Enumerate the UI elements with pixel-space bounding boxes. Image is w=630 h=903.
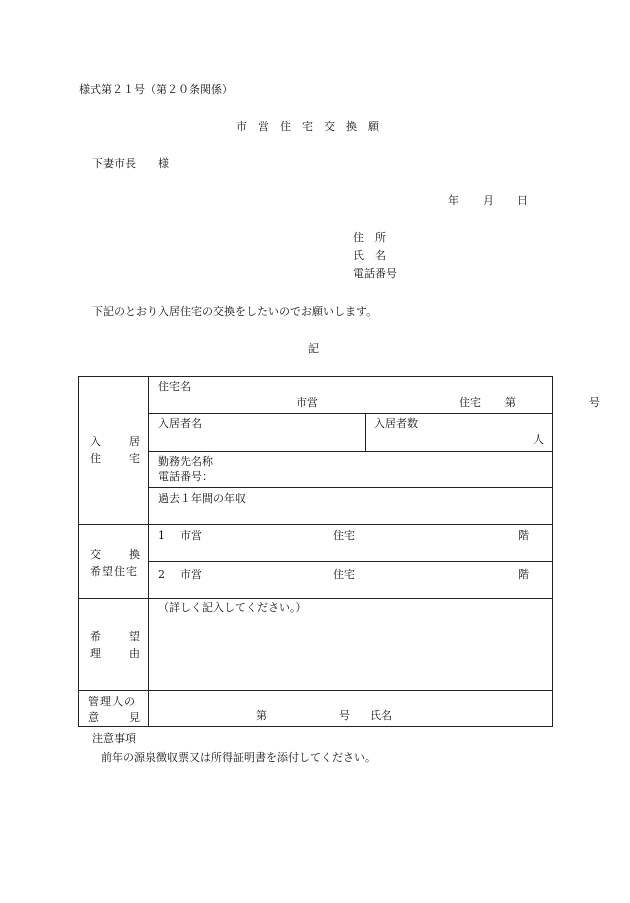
exchange-label-cell	[79, 525, 149, 599]
occupant-count-cell	[366, 414, 553, 452]
choice-1-jutaku: 住宅	[333, 529, 355, 542]
choice-1-cell	[149, 525, 553, 562]
housing-dai: 第	[505, 396, 516, 409]
housing-name-label: 住宅名	[158, 380, 191, 393]
choice-1-floor: 階	[518, 529, 529, 542]
choice-1-shiei: 市営	[180, 529, 202, 542]
housing-jutaku: 住宅	[459, 396, 481, 409]
residence-label-1: 入	[90, 435, 101, 448]
choice-2-shiei: 市営	[180, 568, 202, 581]
manager-label-cell	[79, 691, 149, 727]
date-year: 年	[448, 194, 459, 207]
reason-label-1a: 希	[90, 630, 101, 643]
addressee: 下妻市長 様	[92, 157, 169, 170]
housing-name-cell	[149, 377, 600, 414]
occupants-label: 入居者名	[158, 417, 202, 430]
choice-2-cell	[149, 562, 553, 599]
form-number: 様式第２１号（第２０条関係）	[79, 83, 233, 96]
manager-label-2a: 意	[88, 711, 99, 724]
workplace-cell	[149, 452, 553, 488]
reason-label-2b: 由	[129, 647, 140, 660]
residence-label-cell	[79, 377, 149, 525]
exchange-label-1b: 換	[129, 548, 140, 561]
occupant-count-label: 入居者数	[374, 417, 418, 430]
exchange-label-2: 希望住宅	[90, 565, 138, 578]
income-cell	[149, 488, 553, 525]
housing-shiei: 市営	[296, 396, 318, 409]
applicant-name-label: 氏 名	[353, 249, 386, 262]
notes-heading: 注意事項	[92, 732, 136, 745]
manager-go: 号	[339, 709, 350, 722]
manager-label-2b: 見	[129, 711, 140, 724]
applicant-phone-label: 電話番号	[353, 267, 397, 280]
choice-1-number: 1	[158, 529, 165, 542]
housing-go: 号	[589, 396, 600, 409]
notes-text: 前年の源泉徴収票又は所得証明書を添付してください。	[101, 751, 376, 764]
reason-label-2a: 理	[90, 647, 101, 660]
reason-label-cell	[79, 599, 149, 691]
choice-2-number: 2	[158, 568, 165, 581]
manager-name-label: 氏名	[370, 709, 392, 722]
workplace-label: 勤務先名称	[158, 455, 213, 468]
manager-opinion-cell	[149, 691, 553, 727]
persons-unit: 人	[533, 433, 544, 446]
manager-dai: 第	[256, 709, 267, 722]
exchange-label-1a: 交	[90, 548, 101, 561]
reason-note: （詳しく記入してください。）	[158, 601, 307, 614]
intro-text: 下記のとおり入居住宅の交換をしたいのでお願いします。	[92, 305, 378, 318]
residence-label-3: 住	[90, 452, 101, 465]
residence-label-2: 居	[129, 435, 140, 448]
workplace-phone-label: 電話番号：	[158, 470, 213, 483]
page-title: 市営住宅交換願	[236, 120, 390, 133]
application-table	[78, 376, 600, 727]
occupants-cell	[149, 414, 366, 452]
applicant-address-label: 住 所	[353, 231, 386, 244]
manager-label-1: 管理人の	[88, 695, 136, 708]
choice-2-jutaku: 住宅	[333, 568, 355, 581]
choice-2-floor: 階	[518, 568, 529, 581]
income-label: 過去１年間の年収	[158, 492, 246, 505]
reason-label-1b: 望	[129, 630, 140, 643]
ki-heading: 記	[308, 342, 319, 355]
date-month: 月	[483, 194, 494, 207]
date-day: 日	[517, 194, 528, 207]
residence-label-4: 宅	[129, 452, 140, 465]
reason-cell	[149, 599, 553, 691]
